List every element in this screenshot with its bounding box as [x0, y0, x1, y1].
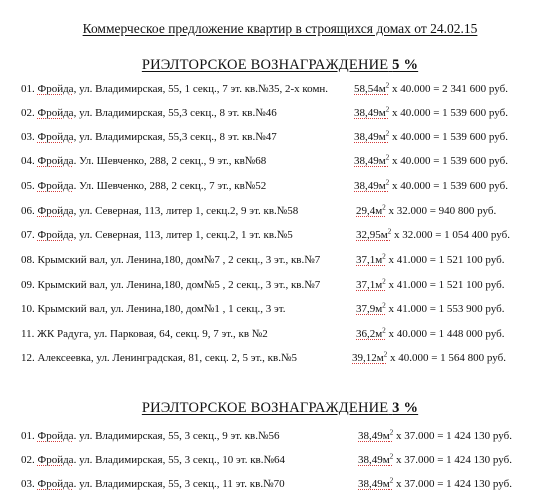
listing-city: Фройда	[37, 107, 74, 119]
listing-price: $38,49м^2$ х 40.000 = 1 539 600 руб.	[354, 178, 508, 192]
listing-price: $29,4м^2$ х 32.000 = 940 800 руб.	[356, 203, 497, 217]
listing-row	[0, 252, 560, 268]
listing-price: $36,2м^2$ х 40.000 = 1 448 000 руб.	[356, 326, 505, 340]
listing-city: Фройда	[37, 430, 74, 442]
listing-description: 02. Фройда. ул. Владимирская, 55, 3 секц., 10 эт. кв.№64	[21, 454, 285, 466]
listing-description: 05. Фройда. Ул. Шевченко, 288, 2 секц., 7 эт., кв№52	[21, 180, 267, 192]
listing-city: Фройда	[37, 478, 74, 490]
document-title	[0, 21, 560, 37]
listing-row	[0, 476, 560, 492]
listing-city: Фройда	[37, 83, 74, 95]
listing-price: $38,49м^2$ х 40.000 = 1 539 600 руб.	[354, 105, 508, 119]
listing-description: 11. ЖК Радуга, ул. Парковая, 64, секц. 9, 7 эт., кв №2	[21, 328, 268, 340]
listing-city: ЖК Радуга	[37, 328, 89, 340]
listing-city: Крымский вал	[37, 303, 105, 315]
section-heading-text: РИЭЛТОРСКОЕ ВОЗНАГРАЖДЕНИЕ	[141, 57, 389, 73]
listing-row	[0, 178, 560, 194]
listing-row	[0, 301, 560, 317]
listing-price: $32,95м^2$ х 32.000 = 1 054 400 руб.	[356, 227, 510, 241]
listing-row	[0, 452, 560, 468]
listing-description: 09. Крымский вал, ул. Ленина,180, дом№5 , 2 секц., 3 эт., кв.№7	[21, 279, 321, 291]
listing-description: 07. Фройда, ул. Северная, 113, литер 1, секц.2, 1 эт. кв.№5	[21, 229, 293, 241]
listing-description: 10. Крымский вал, ул. Ленина,180, дом№1 , 1 секц., 3 эт.	[21, 303, 286, 315]
listing-price: $38,49м^2$ х 40.000 = 1 539 600 руб.	[354, 129, 508, 143]
section-percent: 3 %	[392, 400, 419, 416]
section-heading-text: РИЭЛТОРСКОЕ ВОЗНАГРАЖДЕНИЕ	[141, 400, 389, 416]
listing-city: Фройда	[37, 131, 74, 143]
listing-description: 12. Алексеевка, ул. Ленинградская, 81, секц. 2, 5 эт., кв.№5	[21, 352, 297, 364]
listing-row	[0, 105, 560, 121]
listing-row	[0, 227, 560, 243]
listing-description: 03. Фройда. ул. Владимирская, 55, 3 секц., 11 эт. кв.№70	[21, 478, 285, 490]
listing-row	[0, 350, 560, 366]
listing-description: 08. Крымский вал, ул. Ленина,180, дом№7 , 2 секц., 3 эт., кв.№7	[21, 254, 321, 266]
listing-price: $37,1м^2$ х 41.000 = 1 521 100 руб.	[356, 277, 505, 291]
listing-description: 04. Фройда. Ул. Шевченко, 288, 2 секц., 9 эт., кв№68	[21, 155, 267, 167]
listing-row	[0, 277, 560, 293]
section-percent: 5 %	[392, 57, 419, 73]
listing-city: Крымский вал	[37, 254, 105, 266]
listing-price: $38,49м^2$ х 37.000 = 1 424 130 руб.	[358, 476, 512, 490]
listing-description: 06. Фройда, ул. Северная, 113, литер 1, секц.2, 9 эт. кв.№58	[21, 205, 299, 217]
listing-city: Алексеевка	[37, 352, 91, 364]
listing-row	[0, 203, 560, 219]
listing-row	[0, 81, 560, 97]
listing-row	[0, 428, 560, 444]
document-title-text: Коммерческое предложение квартир в строящихся домах от 24.02.15	[82, 21, 478, 36]
section-heading-3	[0, 400, 560, 417]
listing-price: $38,49м^2$ х 37.000 = 1 424 130 руб.	[358, 428, 512, 442]
listing-price: $38,49м^2$ х 37.000 = 1 424 130 руб.	[358, 452, 512, 466]
listing-description: 01. Фройда. ул. Владимирская, 55, 3 секц., 9 эт. кв.№56	[21, 430, 280, 442]
listing-city: Крымский вал	[37, 279, 105, 291]
listing-city: Фройда	[37, 205, 74, 217]
listing-city: Фройда	[37, 229, 74, 241]
listing-row	[0, 326, 560, 342]
listing-city: Фройда	[37, 180, 74, 192]
listing-description: 01. Фройда, ул. Владимирская, 55, 1 секц., 7 эт. кв.№35, 2-х комн.	[21, 83, 329, 95]
listing-price: $39,12м^2$ х 40.000 = 1 564 800 руб.	[352, 350, 506, 364]
listing-row	[0, 129, 560, 145]
listing-price: $38,49м^2$ х 40.000 = 1 539 600 руб.	[354, 153, 508, 167]
listing-city: Фройда	[37, 155, 74, 167]
listing-price: $37,9м^2$ х 41.000 = 1 553 900 руб.	[356, 301, 505, 315]
listing-price: $37,1м^2$ х 41.000 = 1 521 100 руб.	[356, 252, 505, 266]
listing-city: Фройда	[37, 454, 74, 466]
listing-row	[0, 153, 560, 169]
listing-price: $58,54м^2$ х 40.000 = 2 341 600 руб.	[354, 81, 508, 95]
listing-description: 02. Фройда, ул. Владимирская, 55,3 секц., 8 эт. кв.№46	[21, 107, 277, 119]
listing-description: 03. Фройда, ул. Владимирская, 55,3 секц., 8 эт. кв.№47	[21, 131, 277, 143]
section-heading-5	[0, 57, 560, 74]
